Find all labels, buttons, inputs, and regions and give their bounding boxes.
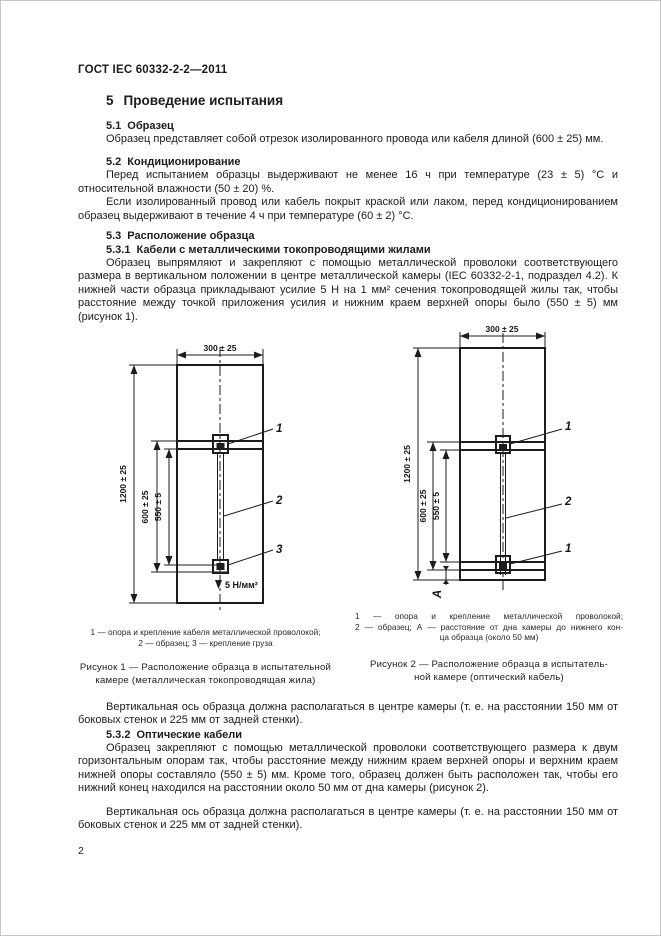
callout-1-top: 1	[565, 421, 572, 434]
paragraph-conditioning-2: Если изолированный провод или кабель покрыт краской или лаком, перед кондиционированием образец выдерживают в течение 4 ч при температуре (60 ± 2) °С.	[78, 196, 618, 222]
figure-1-caption	[78, 661, 333, 687]
heading-section-5-3-1	[106, 243, 618, 257]
caption-line: Рисунок 1 — Расположение образца в испытательной	[79, 662, 332, 674]
paragraph-optical-cables: Образец закрепляют с помощью металлической проволоки соответствующего размера к двум горизонтальным опорам так, чтобы расстояние между нижним краем верхней опоры и верхним краем нижней опоры составляло (550 ± 5) мм. Кроме того, образец должен быть расположен так, чтобы его нижний конец находился на расстоянии около 50 мм от дна камеры (рисунок 2).	[78, 741, 618, 795]
heading-number: 5.3.1	[106, 244, 131, 257]
heading-text: Кондиционирование	[127, 156, 241, 169]
heading-section-5-1	[106, 119, 618, 133]
heading-number: 5.3	[106, 230, 122, 243]
heading-text: Проведение испытания	[123, 93, 284, 108]
callout-2: 2	[276, 495, 283, 508]
dim-span: 550 ± 5	[153, 492, 163, 522]
legend-line: ца образца (около 50 мм)	[439, 632, 539, 643]
heading-section-5-3-2	[106, 728, 618, 742]
dim-span: 550 ± 5	[431, 491, 441, 521]
callout-3: 3	[276, 544, 283, 557]
legend-line: 2 — образец; 3 — крепление груза	[138, 637, 273, 648]
force-label: 5 Н/мм²	[225, 580, 258, 591]
paragraph-specimen: Образец представляет собой отрезок изолированного провода или кабеля длиной (600 ± 25) мм.	[106, 133, 604, 145]
document-header: ГОСТ IEC 60332-2-2—2011	[78, 64, 228, 76]
heading-number: 5.1	[106, 120, 122, 132]
caption-line: ной камере (оптический кабель)	[414, 672, 564, 684]
figures-block	[78, 324, 623, 695]
heading-text: Кабели с металлическими токопроводящими жилами	[136, 244, 431, 257]
caption-line: камере (металлическая токопроводящая жила)	[95, 675, 316, 687]
dim-a: А	[432, 589, 444, 599]
figure-1-drawing	[85, 333, 345, 623]
heading-text: Образец	[127, 120, 174, 132]
heading-number: 5.3.2	[106, 728, 131, 741]
legend-line: 1 — опора и крепление металлической проволокой;	[355, 611, 623, 622]
callout-2: 2	[565, 496, 572, 509]
dim-height: 1200 ± 25	[118, 465, 128, 503]
figure-2-legend	[355, 611, 623, 643]
heading-number: 5.2	[106, 156, 122, 169]
heading-text: Оптические кабели	[136, 728, 243, 741]
dim-length: 600 ± 25	[418, 489, 428, 523]
heading-section-5-3	[106, 229, 618, 243]
page-number: 2	[78, 845, 84, 857]
paragraph-vertical-axis-1: Вертикальная ось образца должна располагаться в центре камеры (т. е. на расстоянии 150 мм от боковых стенок и 225 мм от задней стенки).	[78, 701, 618, 727]
heading-text: Расположение образца	[127, 230, 255, 243]
figure-2-drawing	[385, 323, 635, 615]
figure-1-legend	[78, 627, 333, 648]
heading-section-5	[106, 93, 618, 108]
figure-2-caption	[355, 658, 623, 684]
callout-1-bottom: 1	[565, 543, 572, 556]
paragraph-vertical-axis-2: Вертикальная ось образца должна располагаться в центре камеры (т. е. на расстоянии 150 мм от боковых стенок и 225 мм от задней стенки).	[78, 805, 618, 831]
dim-width: 300 ± 25	[485, 324, 519, 335]
legend-line: 2 — образец; А — расстояние от дна камеры до нижнего кон-	[355, 621, 623, 632]
callout-1: 1	[276, 423, 283, 436]
dim-height: 1200 ± 25	[402, 445, 412, 483]
heading-section-5-2	[106, 155, 618, 169]
paragraph-conditioning-1: Перед испытанием образцы выдерживают не менее 16 ч при температуре (23 ± 5) °С и относительной влажности (50 ± 20) %.	[78, 169, 618, 195]
dim-length: 600 ± 25	[140, 490, 150, 524]
dim-width: 300 ± 25	[203, 343, 237, 354]
paragraph-metal-cables: Образец выпрямляют и закрепляют с помощью металлической проволоки соответствующего размера в вертикальном положении в центре металлической камеры (IEC 60332-2-1, подраздел 4.2). К нижней части образца прикладывают усилие 5 Н на 1 мм² сечения токопроводящей жилы так, чтобы расстояние между точкой приложения усилия и нижним краем верхней опоры было (550 ± 5) мм (рисунок 1).	[78, 257, 618, 323]
legend-line: 1 — опора и крепление кабеля металлической проволокой;	[90, 627, 321, 638]
force-arrow-icon	[215, 580, 222, 589]
heading-number: 5	[106, 93, 114, 108]
caption-line: Рисунок 2 — Расположение образца в испытатель-	[370, 659, 608, 671]
